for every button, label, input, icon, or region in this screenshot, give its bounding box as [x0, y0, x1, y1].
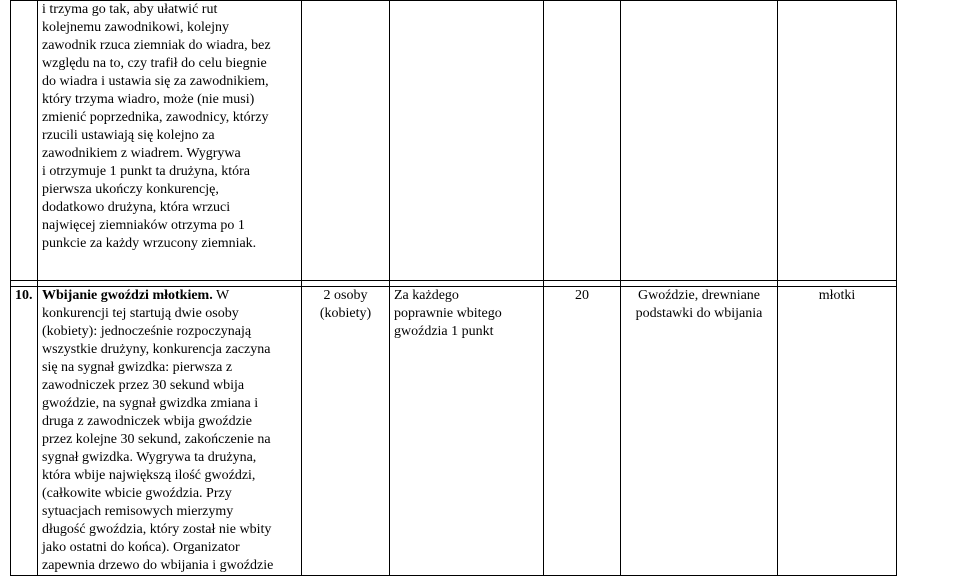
- description-line: zawodnikiem z wiadrem. Wygrywa: [42, 146, 241, 161]
- equipment-line: podstawki do wbijania: [635, 306, 763, 321]
- tools-cell: [778, 1, 897, 281]
- description-line: druga z zawodniczek wbija gwoździe: [42, 414, 252, 429]
- description-line: która wbije największą ilość gwoździ,: [42, 468, 256, 483]
- number-cell: [11, 1, 38, 281]
- equipment-cell: [621, 1, 778, 281]
- equipment-cell: [621, 287, 778, 576]
- scoring-line: poprawnie wbitego: [394, 306, 502, 321]
- description-line: długość gwoździa, który został nie wbity: [42, 522, 272, 537]
- competition-table: [10, 0, 897, 576]
- scoring-cell: [390, 287, 544, 576]
- competition-title: Wbijanie gwoździ młotkiem.: [42, 288, 213, 303]
- description-cell: [38, 287, 302, 576]
- description-line: konkurencji tej startują dwie osoby: [42, 306, 239, 321]
- points-cell: [544, 1, 621, 281]
- description-line: najwięcej ziemniaków otrzyma po 1: [42, 218, 245, 233]
- description-line: sygnał gwizdka. Wygrywa ta drużyna,: [42, 450, 257, 465]
- description-line: zapewnia drzewo do wbijania i gwoździe: [42, 558, 274, 573]
- tools-cell: [778, 287, 897, 576]
- description-line: zawodniczek przez 30 sekund wbija: [42, 378, 245, 393]
- description-line: (całkowite wbicie gwoździa. Przy: [42, 486, 232, 501]
- scoring-line: Za każdego: [394, 288, 459, 303]
- description-line: się na sygnał gwizdka: pierwsza z: [42, 360, 233, 375]
- tools-value: młotki: [818, 288, 856, 303]
- participants-cell: [302, 1, 390, 281]
- description-line: punkcie za każdy wrzucony ziemniak.: [42, 236, 257, 251]
- description-line: który trzyma wiadro, może (nie musi): [42, 92, 255, 107]
- participants-line: (kobiety): [319, 306, 372, 321]
- description-cell: [38, 1, 302, 281]
- title-tail: W: [212, 288, 230, 303]
- description-line: pierwsza ukończy konkurencję,: [42, 182, 219, 197]
- description-line: względu na to, czy trafił do celu biegnie: [42, 56, 267, 71]
- number-cell: [11, 287, 38, 576]
- points-cell: [544, 287, 621, 576]
- table-row: [11, 1, 897, 281]
- description-line: wszystkie drużyny, konkurencja zaczyna: [42, 342, 271, 357]
- scoring-line: gwoździa 1 punkt: [394, 324, 494, 339]
- description-line: kolejnemu zawodnikowi, kolejny: [42, 20, 230, 35]
- description-line: przez kolejne 30 sekund, zakończenie na: [42, 432, 271, 447]
- description-line: gwoździe, na sygnał gwizdka zmiana i: [42, 396, 259, 411]
- equipment-line: Gwoździe, drewniane: [637, 288, 761, 303]
- competition-number: 10.: [15, 288, 33, 303]
- description-line: (kobiety): jednocześnie rozpoczynają: [42, 324, 252, 339]
- points-value: 20: [575, 288, 589, 303]
- description-line: zmienić poprzednika, zawodnicy, którzy: [42, 110, 269, 125]
- table-row: [11, 287, 897, 576]
- description-first-line: [42, 287, 297, 305]
- scoring-cell: [390, 1, 544, 281]
- description-line: rzucili ustawiają się kolejno za: [42, 128, 215, 143]
- participants-line: 2 osoby: [323, 288, 368, 303]
- description-line: sytuacjach remisowych mierzymy: [42, 504, 234, 519]
- participants-cell: [302, 287, 390, 576]
- description-line: dodatkowo drużyna, która wrzuci: [42, 200, 231, 215]
- description-line: i otrzymuje 1 punkt ta drużyna, która: [42, 164, 250, 179]
- description-line: zawodnik rzuca ziemniak do wiadra, bez: [42, 38, 271, 53]
- description-line: do wiadra i ustawia się za zawodnikiem,: [42, 74, 269, 89]
- description-line: jako ostatni do końca). Organizator: [42, 540, 240, 555]
- description-line: i trzyma go tak, aby ułatwić rut: [42, 2, 218, 17]
